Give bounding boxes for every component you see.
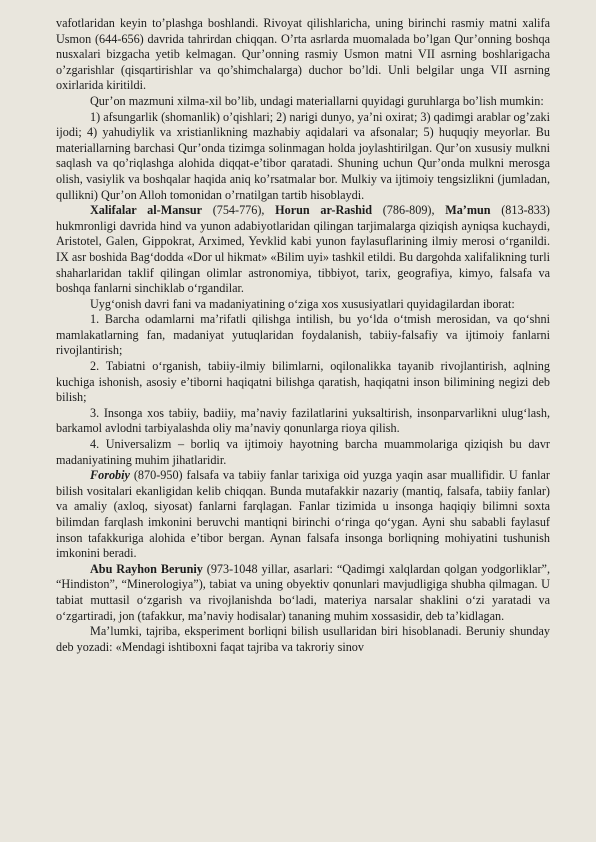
bold-term: Abu Rayhon Beruniy [90,561,203,576]
paragraph-3 [56,110,550,204]
bold-term: Horun ar-Rashid [275,203,373,218]
paragraph-6 [56,312,550,359]
paragraph-text: 1) afsungarlik (shomanlik) o’qishlari; 2) narigi dunyo, ya’ni oxirat; 3) qadimgi arablar og’zaki ijodi; 4) yahudiylik va xristianlikning mazhabiy aqidalari va afsonalar; 5) huquqiy meyorlar. Bu materiallarning barchasi Qur’onda tizimga solinmagan holda joylashtirilgan. Qur’on xususiy mulkni saqlash va qo’riqlashga alohida diqqat-e’tibor qaratadi. Shuning uchun Qur’onda mulkni merosga olish, vasiylik va boshqalar haqida aniq ko’rsatmalar bor. Mulkiy va ijtimoiy tengsizlikni (jumladan, qullikni) Qur’on Alloh tomonidan o’rnatilgan tartib hisoblaydi. [56,109,550,202]
paragraph-text: Uyg‘onish davri fani va madaniyatining o‘ziga xos xususiyatlari quyidagilardan iborat: [90,296,515,311]
paragraph-2 [56,94,550,110]
paragraph-text: (813-833) hukmronligi davrida hind va yunon adabiyotlaridan qilingan tarjimalarga qiziqish ayniqsa kuchaydi, Aristotel, Galen, Gippokrat, Arximed, Yevklid kabi yunon faylasuflarining ilmiy merosi o‘rganildi. IX asr boshida Bag‘dodda «Dor ul hikmat» «Bilim uyi» tashkil etildi. Bu dargohda xalifalikning turli shaharlaridan taklif qilingan olimlar astronomiya, tibbiyot, tarix, geografiya, kimyo, falsafa va boshqa fanlarni sinchiklab o‘rgandilar. [56,203,550,296]
paragraph-text: (754-776), [202,203,276,218]
bold-term: Xalifalar al-Mansur [90,203,203,218]
bold-term: Ma’mun [445,203,491,218]
paragraph-text: (973-1048 yillar, asarlari: “Qadimgi xalqlardan qolgan yodgorliklar”, “Hindiston”, “Minerologiya”), tabiat va uning obyektiv qonunlari mavjudligiga shubha qilmagan. U tabiat muttasil o‘zgarish va rivojlanishda bo‘ladi, materiya narsalar shaklini o‘zi yaratadi va o‘zgartiradi, jon (tafakkur, ma’naviy hodisalar) tananing muhim xossasidir, deb ta’kidlagan. [56,561,550,623]
paragraph-text: 2. Tabiatni o‘rganish, tabiiy-ilmiy bilimlarni, oqilonalikka tayanib rivojlantirish, aqlning kuchiga ishonish, asosiy e’tiborni haqiqatni bilishga qaratish, haqiqatni inson bilimining negizi deb bilish; [56,359,550,405]
paragraph-8 [56,406,550,437]
paragraph-text: (786-809), [372,203,446,218]
paragraph-10 [56,468,550,562]
paragraph-5 [56,297,550,313]
paragraph-11 [56,562,550,624]
paragraph-12 [56,624,550,655]
paragraph-4 [56,203,550,297]
paragraph-1 [56,16,550,94]
paragraph-text: Qur’on mazmuni xilma-xil bo’lib, undagi materiallarni quyidagi guruhlarga bo’lish mumkin: [90,93,544,108]
paragraph-text: (870-950) falsafa va tabiiy fanlar tarixiga oid yuzga yaqin asar muallifidir. U fanlar bilish vositalari ekanligidan kelib chiqqan. Bunda mutafakkir nazariy (mantiq, falsafa, tabiiy fanlar) va amaliy (axloq, siyosat) fanlarni farqlagan. Fanlar tizimida u insonga haqiqiy bilimni soxta bilimdan farqlash imkonini beruvchi mantiqni birinchi o‘ringa qo‘ygan. Ayni shu sababli faylasuf inson tafakkuriga alohida e’tibor bergan. Aynan falsafa insonga borliqning mohiyatini tushunish imkonini beradi. [56,468,550,561]
paragraph-9 [56,437,550,468]
bold-italic-term: Forobiy [90,468,130,483]
paragraph-text: vafotlaridan keyin to’plashga boshlandi. Rivoyat qilishlaricha, uning birinchi rasmiy matni xalifa Usmon (644-656) davrida tahrirdan chiqqan. O’rta asrlarda muomalada bo’lgan Qur’onning boshqa nusxalari bizgacha yetib kelmagan. Qur’onning rasmiy Usmon matni VII asrning boshlarigacha o’zgarishlar (qisqartirishlar va qo’shimchalarga) duchor bo’ldi. Unli belgilar unga VII asrning oxirlarida kiritildi. [56,16,550,93]
paragraph-7 [56,359,550,406]
paragraph-text: Ma’lumki, tajriba, eksperiment borliqni bilish usullaridan biri hisoblanadi. Beruniy shunday deb yozadi: «Mendagi ishtiboхni faqat tajriba va takroriy sinov [56,624,550,654]
paragraph-text: 4. Universalizm – borliq va ijtimoiy hayotning barcha muammolariga qiziqish bu davr madaniyatining muhim jihatlaridir. [56,437,550,467]
paragraph-text: 1. Barcha odamlarni ma’rifatli qilishga intilish, bu yo‘lda o‘tmish merosidan, va qo‘shni mamlakatlarning fan, madaniyat yutuqlaridan foydalanish, tabiiy-falsafiy va ijtimoiy fanlarni rivojlantirish; [56,312,550,358]
paragraph-text: 3. Insonga xos tabiiy, badiiy, ma’naviy fazilatlarini yuksaltirish, insonparvarlikni ulug‘lash, barkamol avlodni tarbiyalashda oliy ma’naviy qonunlarga rioya qilish. [56,405,550,436]
